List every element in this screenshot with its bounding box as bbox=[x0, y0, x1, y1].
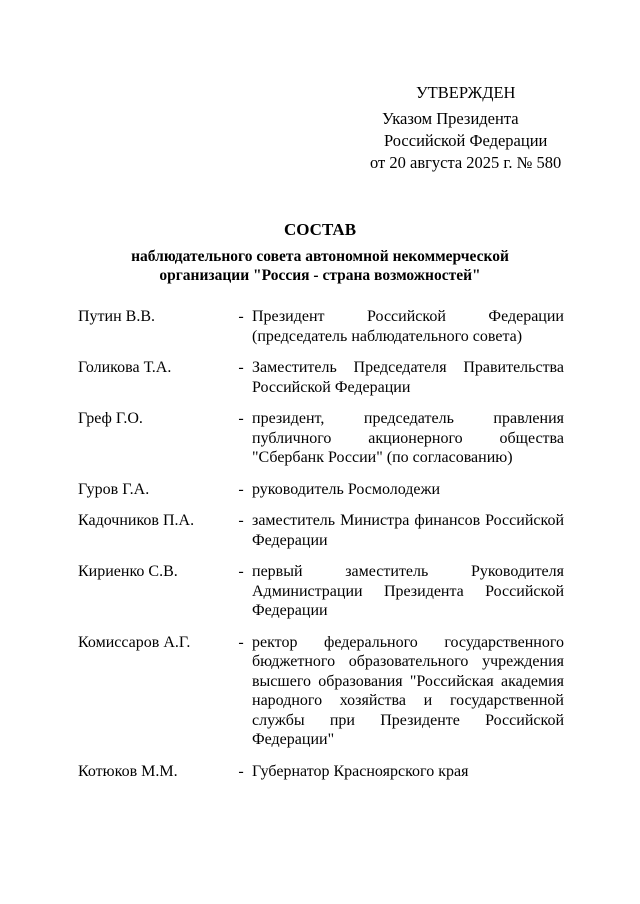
document-heading: СОСТАВ bbox=[283, 220, 357, 239]
member-row bbox=[78, 562, 568, 621]
member-dash: - bbox=[238, 762, 244, 780]
members-list bbox=[78, 307, 568, 781]
member-name: Кадочников П.А. bbox=[78, 512, 195, 529]
member-name: Голикова Т.А. bbox=[78, 359, 172, 376]
approval-line-2: Российской Федерации bbox=[384, 131, 548, 150]
approval-title: УТВЕРЖДЕН bbox=[416, 83, 516, 102]
member-dash: - bbox=[238, 308, 244, 325]
approval-line-1: Указом Президента bbox=[382, 109, 519, 128]
member-role: руководитель Росмолодежи bbox=[252, 480, 441, 498]
member-role: Заместитель Председателя Правительства Российской Федерации bbox=[252, 359, 564, 396]
member-role: первый заместитель Руководителя Администрации Президента Российской Федерации bbox=[252, 563, 564, 619]
subheading-line-2: организации "Россия - страна возможностей" bbox=[159, 267, 481, 284]
member-name: Гуров Г.А. bbox=[78, 480, 150, 498]
member-dash: - bbox=[238, 480, 244, 498]
member-role: заместитель Министра финансов Российской Федерации bbox=[252, 512, 564, 549]
member-role: Президент Российской Федерации (председатель наблюдательного совета) bbox=[252, 308, 564, 345]
member-dash: - bbox=[238, 563, 244, 580]
member-dash: - bbox=[238, 359, 244, 376]
member-role: ректор федерального государственного бюджетного образовательного учреждения высшего образования "Российская академия народного хозяйства и государственной службы при Президенте Российской Федерации" bbox=[252, 633, 564, 748]
member-row bbox=[78, 511, 568, 550]
document-subheading bbox=[0, 247, 640, 285]
member-role: президент, председатель правления публичного акционерного общества "Сбербанк России" (по согласованию) bbox=[252, 410, 564, 466]
member-row bbox=[78, 480, 568, 500]
approval-line-3: от 20 августа 2025 г. № 580 bbox=[370, 153, 562, 172]
member-dash: - bbox=[238, 410, 244, 427]
member-name: Котюков М.М. bbox=[78, 762, 178, 780]
subheading-line-1: наблюдательного совета автономной некоммерческой bbox=[131, 248, 509, 265]
member-dash: - bbox=[238, 512, 244, 529]
member-role: Губернатор Красноярского края bbox=[252, 762, 469, 780]
member-dash: - bbox=[238, 633, 244, 651]
member-name: Кириенко С.В. bbox=[78, 563, 178, 580]
member-row bbox=[78, 358, 568, 397]
member-row bbox=[78, 307, 568, 346]
member-row bbox=[78, 762, 568, 782]
member-row bbox=[78, 633, 568, 750]
member-name: Греф Г.О. bbox=[78, 410, 143, 427]
member-name: Комиссаров А.Г. bbox=[78, 633, 191, 651]
member-row bbox=[78, 409, 568, 468]
member-name: Путин В.В. bbox=[78, 308, 156, 325]
